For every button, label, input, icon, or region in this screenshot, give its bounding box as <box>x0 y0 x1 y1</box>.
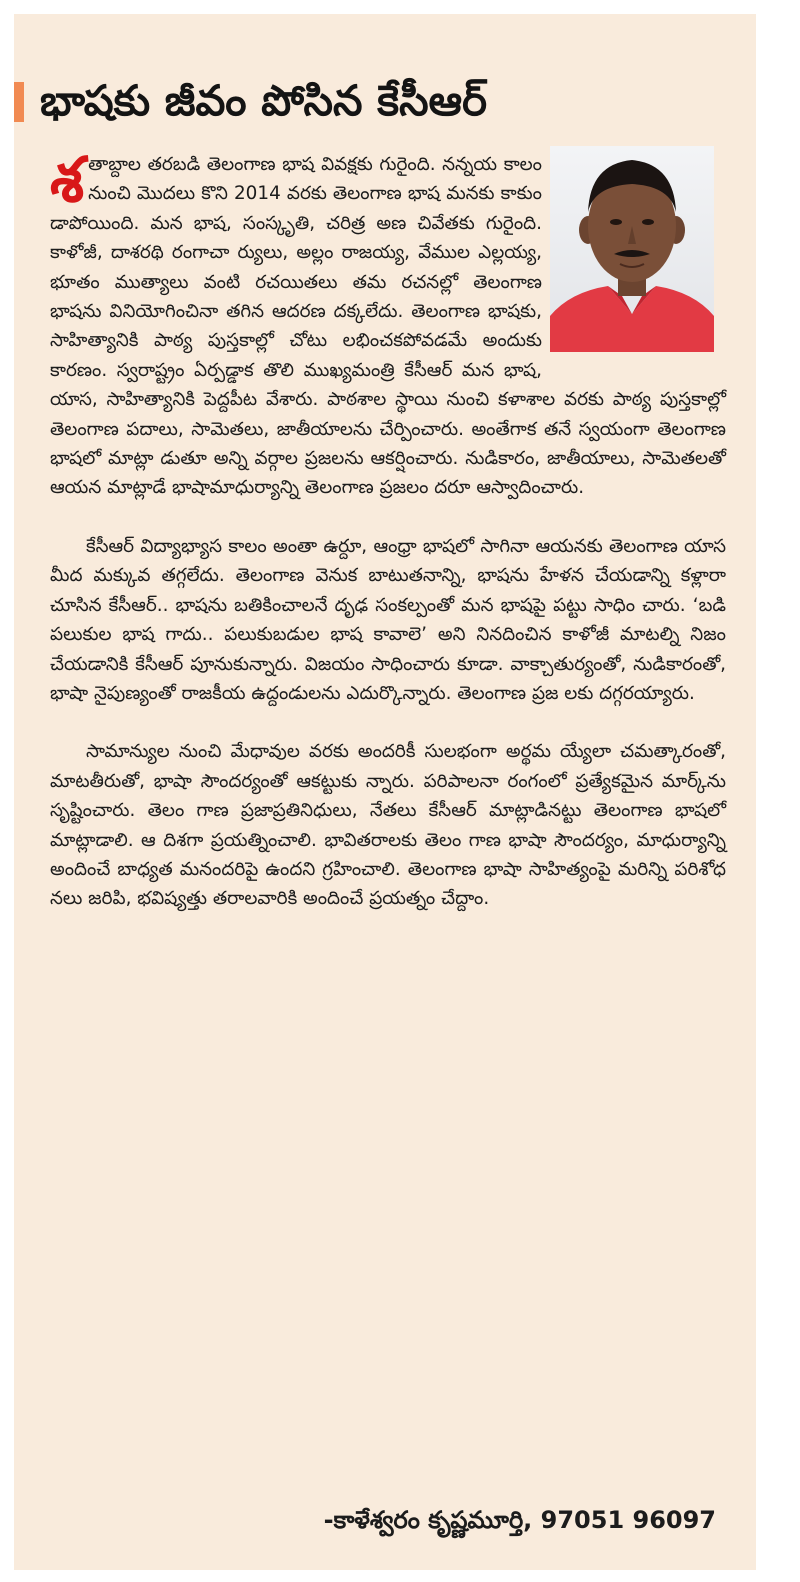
article-body <box>50 143 726 943</box>
author-byline: -కాళేశ్వరం కృష్ణమూర్తి, 97051 96097 <box>323 1506 716 1534</box>
photo-spacer <box>542 150 726 360</box>
article-paragraph-2: కేసీఆర్ విద్యాభ్యాస కాలం అంతా ఉర్దూ, ఆంధ్రా భాషలో సాగినా ఆయనకు తెలంగాణ యాస మీద మక్కువ తగ్గలేదు. తెలంగాణ వెనుక బాటుతనాన్ని, భాషను హేళన చేయడాన్ని కళ్లారా చూసిన కేసీఆర్.. భాషను బతికించాలనే దృఢ సంకల్పంతో మన భాషపై పట్టు సాధిం చారు. ‘బడి పలుకుల భాష గాదు.. పలుకుబడుల భాష కావాలె’ అని నినదించిన కాళోజీ మాటల్ని నిజం చేయడానికి కేసీఆర్ పూనుకున్నారు. విజయం సాధించారు కూడా. వాక్చాతుర్యంతో, నుడికారంతో, భాషా నైపుణ్యంతో రాజకీయ ఉద్దండులను ఎదుర్కొన్నారు. తెలంగాణ ప్రజ లకు దగ్గరయ్యారు. <box>50 535 726 704</box>
headline-row <box>14 64 756 138</box>
headline-accent-bar <box>14 82 24 122</box>
headline: భాషకు జీవం పోసిన కేసీఆర్ <box>40 76 487 125</box>
paragraph-1-text: తాబ్దాల తరబడి తెలంగాణ భాష వివక్షకు గురైంది. నన్నయ కాలం నుంచి మొదలు కొని 2014 వరకు తెలంగాణ భాష మనకు కాకుం డాపోయింది. మన భాష, సంస్కృతి, చరిత్ర అణ చివేతకు గురైంది. కాళోజీ, దాశరథి రంగాచా ర్యులు, అల్లం రాజయ్య, వేముల ఎల్లయ్య, భూతం ముత్యాలు వంటి రచయితలు తమ రచనల్లో తెలంగాణ భాషను వినియోగించినా తగిన ఆదరణ దక్కలేదు. తెలంగాణ భాషకు, సాహిత్యానికి పాఠ్య పుస్తకాల్లో చోటు లభించకపోవడమే అందుకు కారణం. స్వరాష్ట్రం ఏర్పడ్డాక తొలి ముఖ్యమంత్రి కేసీఆర్ మన భాష, యాస, సాహిత్యానికి పెద్దపీట వేశారు. పాఠశాల స్థాయి నుంచి కళాశాల వరకు పాఠ్య పుస్తకాల్లో తెలంగాణ పదాలు, సామెతలు, జాతీయాలను చేర్పించారు. అంతేగాక తనే స్వయంగా తెలంగాణ భాషలో మాట్లా డుతూ అన్ని వర్గాల ప్రజలను ఆకర్షించారు. నుడికారం, జాతీయాలు, సామెతలతో ఆయన మాట్లాడే భాషామాధుర్యాన్ని తెలంగాణ ప్రజలం దరూ ఆస్వాదించారు. <box>50 154 726 499</box>
article-paragraph-3: సామాన్యుల నుంచి మేధావుల వరకు అందరికీ సులభంగా అర్థమ య్యేలా చమత్కారంతో, మాటతీరుతో, భాషా సౌందర్యంతో ఆకట్టుకు న్నారు. పరిపాలనా రంగంలో ప్రత్యేకమైన మార్క్‌ను సృష్టించారు. తెలం గాణ ప్రజాప్రతినిధులు, నేతలు కేసీఆర్ మాట్లాడినట్టు తెలంగాణ భాషలో మాట్లాడాలి. ఆ దిశగా ప్రయత్నించాలి. భావితరాలకు తెలం గాణ భాషా సౌందర్యం, మాధుర్యాన్ని అందించే బాధ్యత మనందరిపై ఉందని గ్రహించాలి. తెలంగాణ భాషా సాహిత్యంపై మరిన్ని పరిశోధ నలు జరిపి, భవిష్యత్తు తరాలవారికి అందించే ప్రయత్నం చేద్దాం. <box>50 741 726 910</box>
newspaper-clipping <box>14 14 756 1570</box>
drop-cap: శ <box>50 143 85 216</box>
